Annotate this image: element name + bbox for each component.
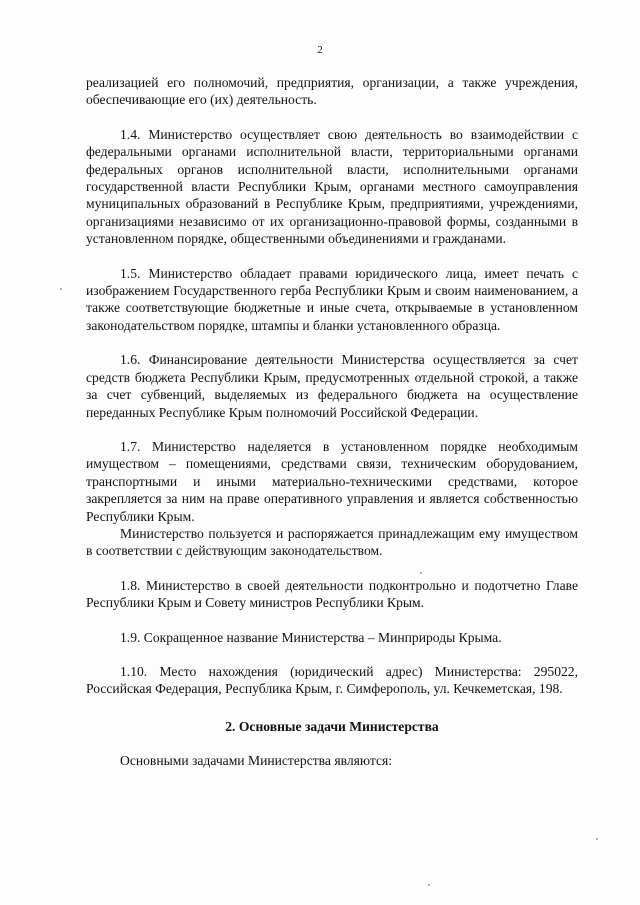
scan-speck: [60, 288, 62, 290]
paragraph-1-5: 1.5. Министерство обладает правами юридического лица, имеет печать с изображением Государственного герба Республики Крым и своим наименованием, а также соответствующие бюджетные и иные счета, открываемые в установленном законодательством порядке, штампы и бланки установленного образца.: [86, 265, 578, 333]
paragraph-continuation: реализацией его полномочий, предприятия, организации, а также учреждения, обеспечивающие его (их) деятельность.: [86, 75, 578, 108]
scan-speck: [420, 572, 422, 574]
paragraph-1-10: 1.10. Место нахождения (юридический адрес) Министерства: 295022, Российская Федерация, Республика Крым, г. Симферополь, ул. Кечкеметская, 198.: [86, 663, 578, 697]
paragraph-1-8: 1.8. Министерство в своей деятельности подконтрольно и подотчетно Главе Республики Крым и Совету министров Республики Крым.: [86, 577, 578, 611]
paragraph-1-7-property: Министерство пользуется и распоряжается принадлежащим ему имуществом в соответствии с действующим законодательством.: [86, 525, 578, 559]
section-heading: 2. Основные задачи Министерства: [225, 718, 439, 734]
document-body: [86, 74, 578, 770]
paragraph-1-6: 1.6. Финансирование деятельности Министерства осуществляется за счет средств бюджета Республики Крым, предусмотренных отдельной строкой, а также за счет субвенций, выделяемых из федерального бюджета на осуществление переданных Республике Крым полномочий Российской Федерации.: [86, 352, 578, 420]
tasks-intro: Основными задачами Министерства являются:: [120, 753, 393, 769]
scan-speck: [596, 838, 598, 840]
scan-speck: [428, 884, 430, 886]
paragraph-1-4: 1.4. Министерство осуществляет свою деятельность во взаимодействии с федеральными органами исполнительной власти, территориальными органами федеральных органов исполнительной власти, исполнительными органами государственной власти Республики Крым, органами местного самоуправления муниципальных образований в Республике Крым, предприятиями, учреждениями, организациями независимо от их организационно-правовой формы, созданными в установленном порядке, общественными объединениями и гражданами.: [86, 126, 578, 247]
page-number: 2: [317, 44, 323, 56]
paragraph-1-9: 1.9. Сокращенное название Министерства – Минприроды Крыма.: [120, 629, 502, 645]
paragraph-1-7: 1.7. Министерство наделяется в установленном порядке необходимым имуществом – помещениями, средствами связи, техническим оборудованием, транспортными и иными материально-техническими средствами, которое закрепляется за ним на праве оперативного управления и является собственностью Республики Крым.: [86, 438, 578, 524]
